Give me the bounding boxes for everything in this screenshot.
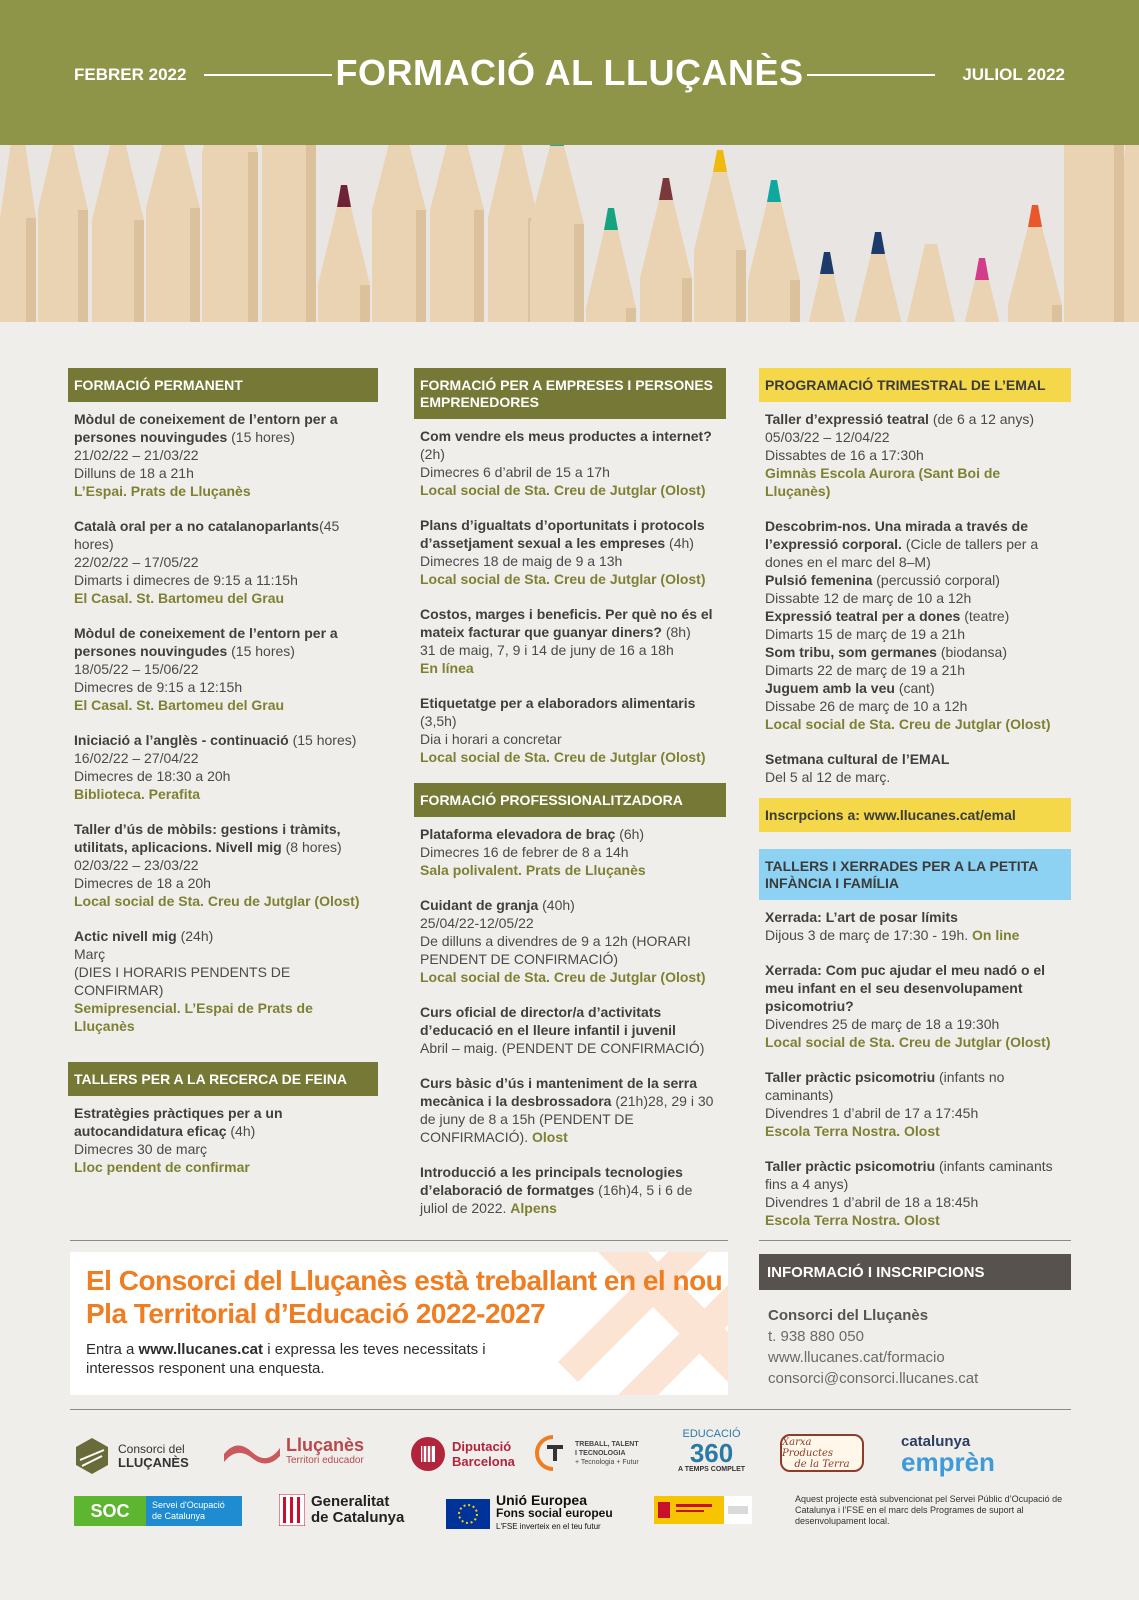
entry-meta: (3,5h): [420, 713, 457, 729]
column-1: [68, 368, 378, 1193]
entry-title: Curs bàsic d’ús i manteniment de la serra mecànica i la desbrossadora: [420, 1075, 697, 1109]
info-section: [759, 1254, 1071, 1298]
course-entry: [414, 825, 726, 879]
header-rule-right: [807, 74, 935, 76]
entry-meta: (16h): [594, 1182, 631, 1198]
entry-meta: (8 hores): [281, 839, 342, 855]
date-start: FEBRER 2022: [74, 65, 187, 84]
educacio-logo-line3: A TEMPS COMPLET: [678, 1466, 746, 1473]
entry-line: Abril – maig. (PENDENT DE CONFIRMACIÓ): [420, 1040, 705, 1056]
entry-title: Setmana cultural de l’EMAL: [765, 751, 950, 767]
entry-location: Local social de Sta. Creu de Jutglar (Olost): [420, 482, 706, 498]
entry-meta: (2h): [420, 446, 445, 462]
catalunya-empren-logo: [901, 1434, 995, 1475]
entry-location: Escola Terra Nostra. Olost: [765, 1123, 940, 1139]
entry-title: Català oral per a no catalanoparlants: [74, 518, 320, 534]
workshop-item: [765, 679, 1065, 715]
section-recerca-feina: [68, 1104, 378, 1176]
course-entry: [414, 1163, 726, 1217]
eu-logo-line2: Fons social europeu: [496, 1506, 613, 1520]
section-header-petita-infancia: TALLERS I XERRADES PER A LA PETITA INFÀNCIA I FAMÍLIA: [759, 849, 1071, 900]
entry-line: 28, 29 i 30 de juny de 8 a 15h (PENDENT DE CONFIRMACIÓ).: [420, 1093, 714, 1145]
consorci-logo: [72, 1436, 189, 1476]
entry-location: Semipresencial. L’Espai de Prats de Lluçanès: [74, 1000, 313, 1034]
diputacio-logo-line2: Barcelona: [452, 1454, 515, 1469]
section-header-professionalitzadora: FORMACIÓ PROFESSIONALITZADORA: [414, 783, 726, 817]
entry-line: Dimecres de 9:15 a 12:15h: [74, 679, 243, 695]
course-entry: [759, 1157, 1071, 1229]
entry-meta: (15 hores): [288, 732, 357, 748]
entry-location: Local social de Sta. Creu de Jutglar (Olost): [420, 749, 706, 765]
workshop-name: Juguem amb la veu: [765, 680, 895, 696]
entry-meta: (8h): [661, 624, 691, 640]
entry-title: Plans d’igualtats d’oportunitats i protocols d’assetjament sexual a les empreses: [420, 517, 705, 551]
banner-headline: El Consorci del Lluçanès està treballant en el nou Pla Territorial d’Educació 2022-2027: [86, 1265, 723, 1329]
entry-line: Dia i horari a concretar: [420, 731, 562, 747]
entry-line: Dissabtes de 16 a 17:30h: [765, 447, 924, 463]
course-entry: [414, 427, 726, 499]
course-entry: [68, 410, 378, 500]
course-entry: [414, 694, 726, 766]
treball-logo-line3: + Tecnologia + Futur: [575, 1458, 639, 1466]
entry-location: Alpens: [510, 1200, 557, 1216]
entry-meta: (4h): [665, 535, 694, 551]
course-entry: [759, 1068, 1071, 1140]
entry-location: En línea: [420, 660, 474, 676]
entry-dates: Del 5 al 12 de març.: [765, 769, 891, 785]
entry-line: De dilluns a divendres de 9 a 12h (HORARI PENDENT DE CONFIRMACIÓ): [420, 933, 691, 967]
header-banner: [0, 0, 1139, 322]
banner-text: [86, 1340, 556, 1378]
entry-location: Local social de Sta. Creu de Jutglar (Olost): [765, 1034, 1051, 1050]
entry-title: Taller d’expressió teatral: [765, 411, 929, 427]
course-entry: [759, 961, 1071, 1051]
divider: [70, 1240, 728, 1241]
entry-line: Dimecres 16 de febrer de 8 a 14h: [420, 844, 629, 860]
generalitat-logo: [279, 1494, 404, 1526]
section-formacio-permanent: [68, 410, 378, 1035]
entry-line: Dimarts i dimecres de 9:15 a 11:15h: [74, 572, 298, 588]
entry-location: Olost: [532, 1129, 568, 1145]
entry-meta: (infants no caminants): [765, 1069, 1005, 1103]
course-entry: [68, 731, 378, 803]
entry-line: Divendres 1 d’abril de 17 a 17:45h: [765, 1105, 979, 1121]
entry-title: Estratègies pràctiques per a un autocandidatura eficaç: [74, 1105, 283, 1139]
spain-ministry-icon: [654, 1496, 752, 1524]
xarxa-logo-line2: de la Terra: [794, 1458, 850, 1470]
entry-meta: (infants caminants fins a 4 anys): [765, 1158, 1053, 1192]
entry-location: Local social de Sta. Creu de Jutglar (Olost): [420, 969, 706, 985]
entry-line: 05/03/22 – 12/04/22: [765, 429, 890, 445]
column-3: [759, 368, 1071, 1246]
xerrada-limits: [759, 908, 1071, 944]
divider: [70, 1409, 1071, 1410]
entry-location[interactable]: On line: [972, 927, 1020, 943]
website-link[interactable]: www.llucanes.cat/formacio: [768, 1349, 945, 1366]
course-entry: [68, 927, 378, 1035]
emal-setmana-cultural: [759, 750, 1071, 786]
entry-title: Com vendre els meus productes a internet?: [420, 428, 712, 444]
entry-line: Dimecres 6 d’abril de 15 a 17h: [420, 464, 610, 480]
disclaimer-text: Aquest projecte està subvencionat pel Servei Públic d’Ocupació de Catalunya i l’FSE en el marc dels Programes de suport al desenvolupament local.: [795, 1494, 1063, 1526]
soc-logo-line1: Servei d'Ocupació: [152, 1500, 225, 1510]
section-header-emal: PROGRAMACIÓ TRIMESTRAL DE L’EMAL: [759, 368, 1071, 402]
entry-title: Mòdul de coneixement de l’entorn per a persones nouvingudes: [74, 411, 338, 445]
entry-location: Local social de Sta. Creu de Jutglar (Olost): [420, 571, 706, 587]
entry-line: Març: [74, 946, 106, 962]
generalitat-flag-icon: [279, 1494, 305, 1526]
unio-europea-logo: [446, 1494, 613, 1533]
treball-logo-line2: I TECNOLOGIA: [575, 1449, 626, 1457]
entry-meta: (6h): [615, 826, 645, 842]
entry-line: 02/03/22 – 23/03/22: [74, 857, 199, 873]
divider: [759, 1240, 1071, 1241]
educacio-360-logo: [678, 1428, 745, 1473]
emal-cicle-dones: [759, 517, 1071, 733]
email-link[interactable]: consorci@consorci.llucanes.cat: [768, 1370, 979, 1387]
course-entry: [68, 624, 378, 714]
workshop-name: Expressió teatral per a dones: [765, 608, 961, 624]
entry-title: Cuidant de granja: [420, 897, 539, 913]
entry-title: Curs oficial de director/a d’activitats d’educació en el lleure infantil i juvenil: [420, 1004, 676, 1038]
entry-meta: (4h): [226, 1123, 256, 1139]
page-title: FORMACIÓ AL LLUÇANÈS: [335, 52, 804, 93]
entry-line: 31 de maig, 7, 9 i 14 de juny de 16 a 18h: [420, 642, 674, 658]
entry-line: Dilluns de 18 a 21h: [74, 465, 194, 481]
entry-meta: (15 hores): [227, 643, 295, 659]
banner-link[interactable]: www.llucanes.cat: [138, 1341, 264, 1358]
consorci-logo-line1: Consorci del: [118, 1442, 185, 1456]
diputacio-seal-icon: [410, 1436, 446, 1472]
entry-location: Lloc pendent de confirmar: [74, 1159, 250, 1175]
llucanes-wave-icon: [222, 1436, 282, 1470]
entry-line: 4, 5 i 6 de juliol de 2022.: [420, 1182, 693, 1216]
entry-line: 18/05/22 – 15/06/22: [74, 661, 199, 677]
catalunya-logo-line1: catalunya: [901, 1433, 971, 1450]
xarxa-productes-logo: [780, 1434, 864, 1472]
soc-logo: [74, 1496, 242, 1526]
course-entry: [759, 410, 1071, 500]
entry-title: Plataforma elevadora de braç: [420, 826, 616, 842]
eu-flag-icon: [446, 1499, 490, 1529]
entry-meta: (de 6 a 12 anys): [928, 411, 1034, 427]
entry-meta: (21h): [611, 1093, 649, 1109]
column-2: [414, 368, 726, 1234]
entry-line: Dimecres de 18 a 20h: [74, 875, 211, 891]
workshop-item: [765, 607, 1065, 643]
generalitat-logo-line2: de Catalunya: [311, 1509, 405, 1526]
soc-logo-line2: de Catalunya: [152, 1511, 206, 1521]
entry-line: Dimecres 18 de maig de 9 a 13h: [420, 553, 623, 569]
section-emal: [759, 410, 1071, 500]
entry-location: El Casal. St. Bartomeu del Grau: [74, 697, 285, 713]
entry-location: Local social de Sta. Creu de Jutglar (Olost): [74, 893, 360, 909]
entry-title: Mòdul de coneixement de l’entorn per a persones nouvingudes: [74, 625, 338, 659]
entry-title: Actic nivell mig: [74, 928, 177, 944]
course-entry: [68, 517, 378, 607]
entry-location: Gimnàs Escola Aurora (Sant Boi de Lluçanès): [765, 465, 1001, 499]
banner-text-pre: Entra a: [86, 1341, 139, 1358]
course-entry: [414, 605, 726, 677]
workshop-name: Pulsió femenina: [765, 572, 873, 588]
section-header-formacio-permanent: FORMACIÓ PERMANENT: [68, 368, 378, 402]
entry-title: Etiquetatge per a elaboradors alimentaris: [420, 695, 696, 711]
entry-line: 25/04/22-12/05/22: [420, 915, 534, 931]
section-professionalitzadora: [414, 825, 726, 1217]
consorci-logo-line2: LLUÇANÈS: [118, 1455, 189, 1470]
section-petita-infancia: [759, 961, 1071, 1229]
treball-t-icon: [535, 1434, 571, 1472]
entry-title: Xerrada: Com puc ajudar el meu nadó o el meu infant en el seu desenvolupament psicomotriu?: [765, 962, 1046, 1014]
entry-meta: (45 hores): [74, 518, 340, 552]
entry-location: Biblioteca. Perafita: [74, 786, 201, 802]
workshop-meta: (cant): [894, 680, 935, 696]
workshop-when: Dissabe 26 de març de 10 a 12h: [765, 698, 968, 714]
entry-meta: (40h): [538, 897, 575, 913]
ministerio-logo: [654, 1496, 752, 1524]
course-entry: [414, 1003, 726, 1057]
eu-logo-line3: L'FSE inverteix en el teu futur: [496, 1522, 601, 1531]
treball-talent-logo: [535, 1434, 639, 1472]
phone[interactable]: t. 938 880 050: [768, 1328, 864, 1345]
entry-dates: Dijous 3 de març de 17:30 - 19h.: [765, 927, 969, 943]
eu-logo-line1: Unió Europea: [496, 1492, 588, 1508]
entry-line: Divendres 25 de març de 18 a 19:30h: [765, 1016, 1000, 1032]
section-header-info: INFORMACIÓ I INSCRIPCIONS: [759, 1254, 1071, 1290]
catalunya-logo-line2: emprèn: [901, 1447, 995, 1477]
educacio-logo-number: 360: [689, 1438, 734, 1468]
entry-line: 21/02/22 – 21/03/22: [74, 447, 199, 463]
workshop-meta: (biodansa): [936, 644, 1007, 660]
workshop-name: Som tribu, som germanes: [765, 644, 937, 660]
workshop-item: [765, 571, 1065, 607]
course-entry: [414, 516, 726, 588]
course-entry: [68, 1104, 378, 1176]
diputacio-logo-line1: Diputació: [452, 1439, 512, 1454]
section-empreses: [414, 427, 726, 766]
llucanes-logo-text: Lluçanès: [286, 1435, 365, 1455]
workshop-meta: (teatre): [960, 608, 1010, 624]
workshop-when: Dissabte 12 de març de 10 a 12h: [765, 590, 972, 606]
workshop-when: Dimarts 22 de març de 19 a 21h: [765, 662, 965, 678]
contact-info: [768, 1305, 1068, 1389]
course-entry: [68, 820, 378, 910]
entry-line: (DIES I HORARIS PENDENTS DE CONFIRMAR): [74, 964, 291, 998]
date-end: JULIOL 2022: [962, 65, 1065, 84]
entry-title: Taller pràctic psicomotriu: [765, 1158, 936, 1174]
llucanes-logo-sub: Territori educador: [286, 1455, 364, 1466]
workshop-when: Dimarts 15 de març de 19 a 21h: [765, 626, 965, 642]
treball-logo-line1: TREBALL, TALENT: [575, 1440, 639, 1448]
llucanes-territori-logo: [222, 1436, 364, 1470]
section-header-empreses: FORMACIÓ PER A EMPRESES I PERSONES EMPRENEDORES: [414, 368, 726, 419]
workshop-meta: (percussió corporal): [872, 572, 1000, 588]
course-entry: [414, 1074, 726, 1146]
entry-title: Descobrim-nos. Una mirada a través de l’expressió corporal.: [765, 518, 1028, 552]
entry-location: L’Espai. Prats de Lluçanès: [74, 483, 251, 499]
section-header-recerca-feina: TALLERS PER A LA RECERCA DE FEINA: [68, 1062, 378, 1096]
entry-meta: (24h): [176, 928, 214, 944]
diputacio-logo: [410, 1436, 515, 1472]
soc-logo-badge: SOC: [74, 1496, 146, 1526]
entry-title: Costos, marges i beneficis. Per què no és el mateix facturar que guanyar diners?: [420, 606, 713, 640]
entry-title: Xerrada: L’art de posar límits: [765, 909, 958, 925]
workshop-item: [765, 643, 1065, 679]
consorci-leaf-icon: [72, 1436, 112, 1476]
entry-title: Iniciació a l’anglès - continuació: [74, 732, 289, 748]
entry-line: 22/02/22 – 17/05/22: [74, 554, 199, 570]
entry-line: Dimecres de 18:30 a 20h: [74, 768, 231, 784]
generalitat-logo-line1: Generalitat: [311, 1493, 390, 1510]
banner-text-post: i expressa les teves necessitats i interessos responent una enquesta.: [86, 1341, 486, 1377]
entry-location: Local social de Sta. Creu de Jutglar (Olost): [765, 716, 1051, 732]
entry-location: Escola Terra Nostra. Olost: [765, 1212, 940, 1228]
org-name: Consorci del Lluçanès: [768, 1307, 929, 1324]
educacio-logo-line1: EDUCACIÓ: [682, 1428, 741, 1440]
workshop-list: [765, 571, 1065, 715]
entry-meta: (15 hores): [227, 429, 295, 445]
entry-title: Introducció a les principals tecnologies d’elaboració de formatges: [420, 1164, 683, 1198]
entry-location: El Casal. St. Bartomeu del Grau: [74, 590, 285, 606]
pla-territorial-banner: [70, 1252, 728, 1395]
xarxa-logo-line1: Xarxa Productes: [782, 1436, 834, 1459]
entry-title: Taller d’ús de mòbils: gestions i tràmits, utilitats, aplicacions. Nivell mig: [74, 821, 341, 855]
entry-line: Dimecres 30 de març: [74, 1141, 208, 1157]
entry-title: Taller pràctic psicomotriu: [765, 1069, 936, 1085]
course-entry: [414, 896, 726, 986]
entry-line: Divendres 1 d’abril de 18 a 18:45h: [765, 1194, 979, 1210]
entry-line: 16/02/22 – 27/04/22: [74, 750, 199, 766]
inscripcions-link[interactable]: Inscrpcions a: www.llucanes.cat/emal: [759, 798, 1071, 832]
entry-meta: (Cicle de tallers per a dones en el marc del 8–M): [765, 536, 1039, 570]
entry-location: Sala polivalent. Prats de Lluçanès: [420, 862, 646, 878]
